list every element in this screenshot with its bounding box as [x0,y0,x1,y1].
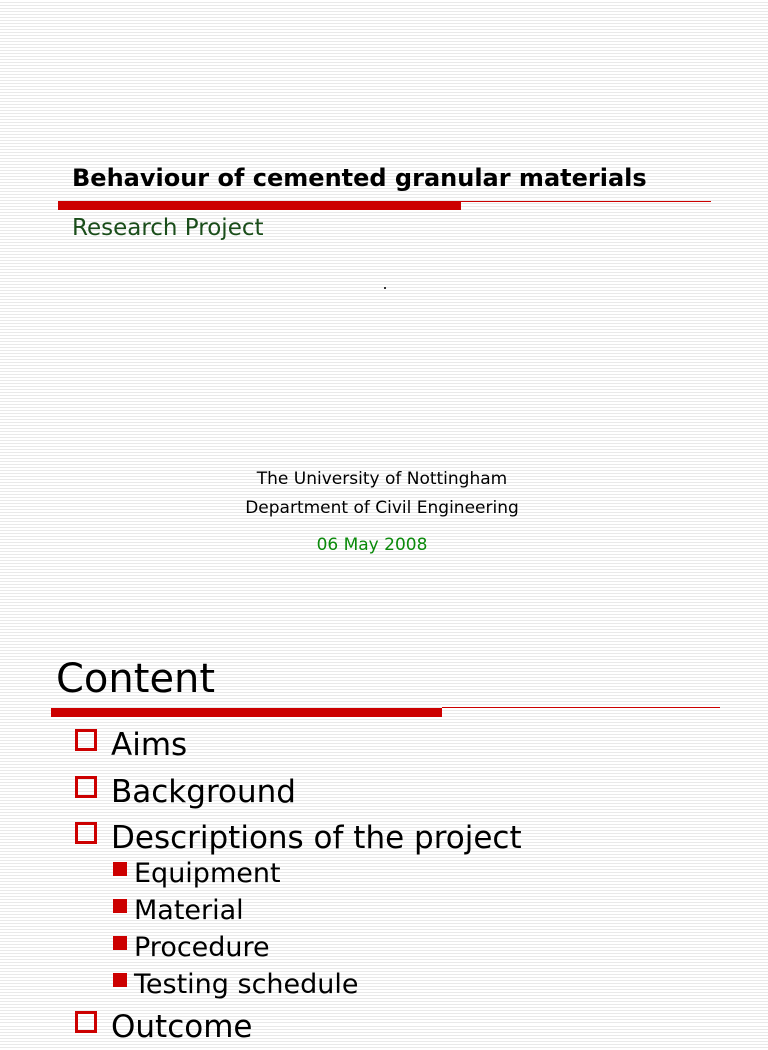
content-title-underline-thick [51,708,442,717]
hollow-square-bullet-icon [75,776,97,798]
bullet-label: Background [111,774,296,810]
sub-bullet-label: Testing schedule [134,969,359,1000]
bullet-label: Outcome [111,1009,252,1045]
bullet-label: Descriptions of the project [111,820,522,856]
bullet-label: Aims [111,727,187,763]
presentation-date: 06 May 2008 [0,535,744,555]
slide-subtitle: Research Project [72,215,264,241]
sub-bullet-label: Equipment [134,858,281,889]
bullet-item [0,769,768,816]
hollow-square-bullet-icon [75,822,97,844]
sub-bullet-item [0,930,768,967]
content-slide-title: Content [56,656,215,702]
content-bullet-list [0,722,768,1050]
university-name: The University of Nottingham [0,469,764,489]
content-slide [0,640,768,1024]
filled-square-bullet-icon [113,973,127,987]
bullet-item [0,722,768,769]
hollow-square-bullet-icon [75,729,97,751]
dot-mark [384,287,386,289]
department-name: Department of Civil Engineering [0,498,764,518]
title-underline-thin [461,201,711,202]
sub-bullet-item [0,967,768,1004]
content-title-underline-thin [442,707,720,708]
title-underline-thick [58,201,461,210]
hollow-square-bullet-icon [75,1011,97,1033]
sub-bullet-item [0,856,768,893]
sub-bullet-label: Material [134,895,244,926]
filled-square-bullet-icon [113,936,127,950]
sub-bullet-label: Procedure [134,932,270,963]
slide-title: Behaviour of cemented granular materials [72,164,647,192]
filled-square-bullet-icon [113,899,127,913]
filled-square-bullet-icon [113,862,127,876]
bullet-item [0,1004,768,1050]
sub-bullet-item [0,893,768,930]
